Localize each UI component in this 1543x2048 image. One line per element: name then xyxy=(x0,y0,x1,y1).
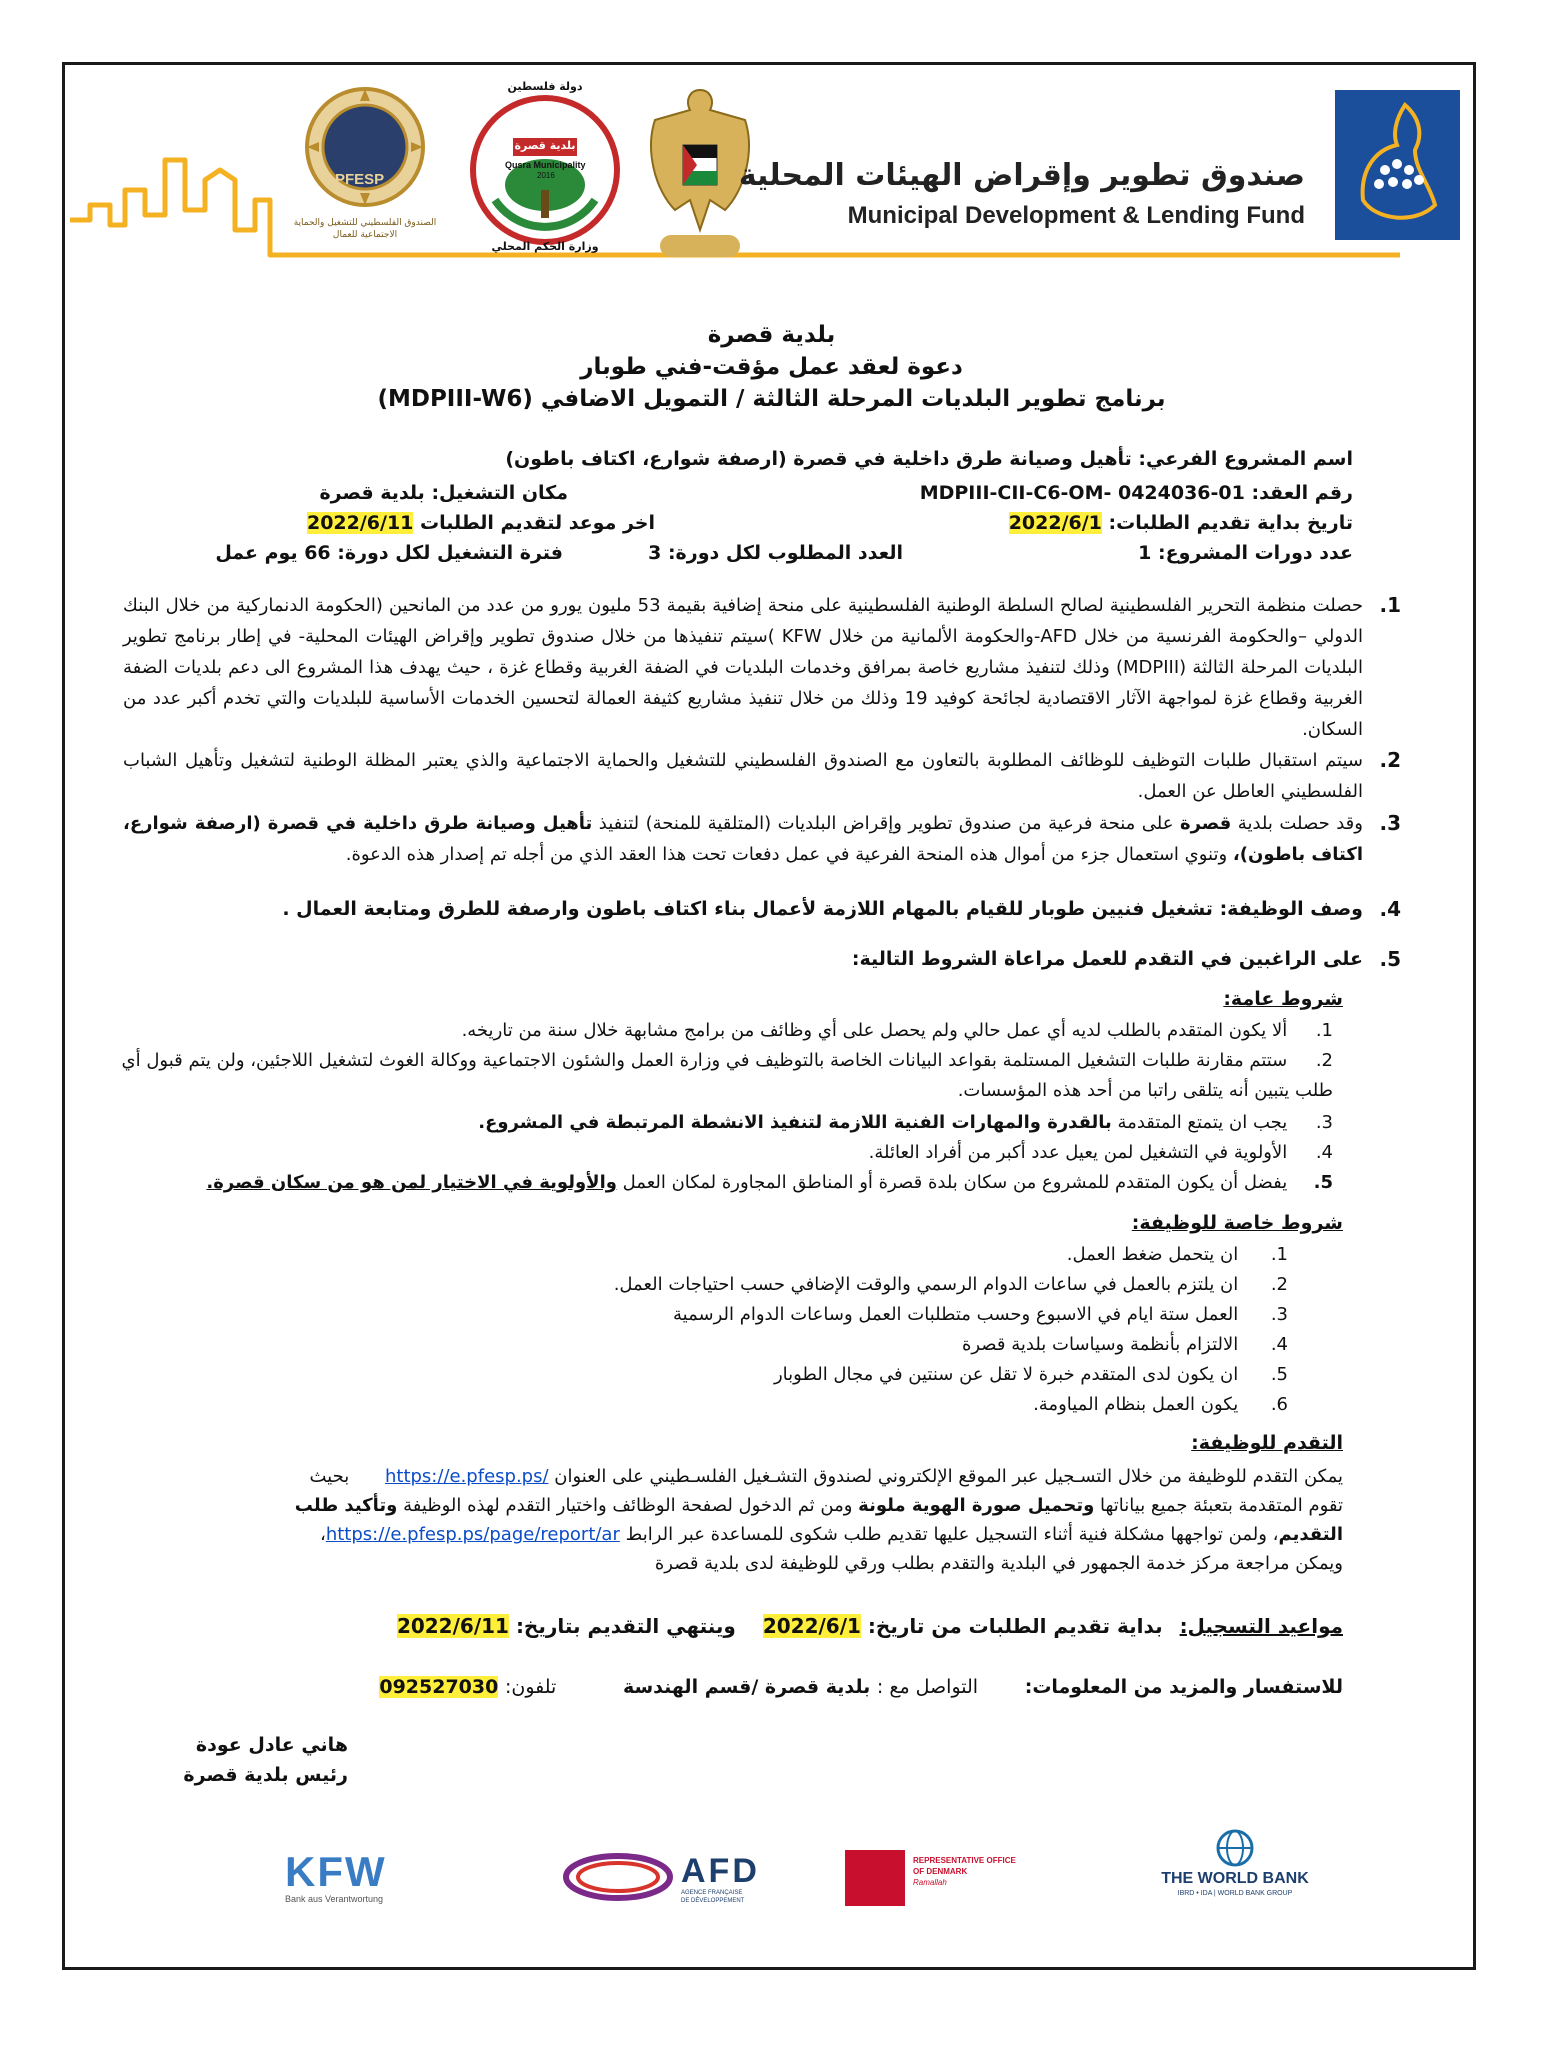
title-municipality: بلدية قصرة xyxy=(707,322,836,348)
apply-text xyxy=(113,1462,1343,1578)
job-desc-label: وصف الوظيفة: xyxy=(1219,898,1363,920)
item-text: ألا يكون المتقدم بالطلب لديه أي عمل حالي ولم يحصل على أي وظائف من برامج مشابهة خلال سنة من تاريخه. xyxy=(461,1020,1288,1041)
general-item-3 xyxy=(183,1108,1333,1138)
paragraph-text: سيتم استقبال طلبات التوظيف للوظائف المطلوبة بالتعاون مع الصندوق الفلسطيني للتشغيل والحماية الاجتماعية والذي يعتبر المظلة الوطنية لتشغيل وتأهيل الشباب الفلسطيني العاطل عن العمل. xyxy=(123,750,1363,802)
title-call: دعوة لعقد عمل مؤقت-فني طوبار xyxy=(580,354,963,380)
afd-subtext-1: AGENCE FRANÇAISE xyxy=(681,1890,743,1896)
apply-line-2 xyxy=(113,1491,1343,1520)
special-item-2 xyxy=(614,1270,1288,1300)
dates-from-text: بداية تقديم الطلبات من تاريخ: xyxy=(867,1614,1163,1638)
general-conditions-title: شروط عامة: xyxy=(1223,988,1343,1010)
contract-value: MDPIII-CII-C6-OM- 0424036-01 xyxy=(919,482,1245,504)
paragraph-1 xyxy=(123,590,1401,745)
denmark-line-2: OF DENMARK xyxy=(913,1867,968,1876)
pfesp-report-link[interactable]: https://e.pfesp.ps/page/report/ar xyxy=(325,1524,620,1545)
qusra-logo-year: 2016 xyxy=(537,171,555,180)
job-desc-text: تشغيل فنيين طوبار للقيام بالمهام اللازمة لأعمال بناء اكتاف باطون وارصفة للطرق ومتابعة العمال . xyxy=(282,898,1213,920)
paragraph-text: على الراغبين في التقدم للعمل مراعاة الشروط التالية: xyxy=(851,948,1363,970)
mdlf-name-ar: صندوق تطوير وإقراض الهيئات المحلية xyxy=(738,158,1305,193)
afd-subtext-2: DE DÉVELOPPEMENT xyxy=(681,1898,745,1904)
apply-line-2d: وتأكيد طلب xyxy=(294,1495,398,1516)
dates-from-value: 2022/6/1 xyxy=(762,1614,861,1638)
apply-line-2c: ومن ثم الدخول لصفحة الوظائف واختيار التقدم لهذه الوظيفة xyxy=(397,1495,859,1516)
qusra-logo-bottom: وزارة الحكم المحلي xyxy=(491,240,599,253)
denmark-office-logo xyxy=(845,1850,1045,1910)
project-value: تأهيل وصيانة طرق داخلية في قصرة (ارصفة شوارع، اكتاف باطون) xyxy=(505,448,1132,470)
deadline-label: اخر موعد لتقديم الطلبات xyxy=(420,512,655,534)
item-text: يكون العمل بنظام المياومة. xyxy=(1033,1394,1239,1415)
item-number: 2. xyxy=(1270,1274,1288,1295)
apply-line-1 xyxy=(113,1462,1343,1491)
item-number: 3. xyxy=(1315,1112,1333,1133)
apply-title: التقدم للوظيفة: xyxy=(1191,1432,1343,1454)
item-text-b: بالقدرة والمهارات الفنية اللازمة لتنفيذ الانشطة المرتبطة في المشروع. xyxy=(478,1112,1112,1133)
apply-line-4: ويمكن مراجعة مركز خدمة الجمهور في البلدية والتقدم بطلب ورقي للوظيفة لدى بلدية قصرة xyxy=(654,1553,1343,1574)
special-item-5 xyxy=(774,1360,1288,1390)
qusra-logo-top: بلدية قصرة xyxy=(514,139,576,152)
deadline xyxy=(307,512,655,534)
pfesp-name: الصندوق الفلسطيني للتشغيل والحماية الاجتماعية للعمال xyxy=(293,218,437,240)
contract-number xyxy=(920,482,1353,504)
period-value: 66 يوم عمل xyxy=(215,542,331,564)
paragraph-text-c: على منحة فرعية من صندوق تطوير وإقراض البلديات (المتلقية للمنحة) لتنفيذ xyxy=(592,813,1180,834)
item-text-a: يجب ان يتمتع المتقدمة xyxy=(1111,1112,1288,1133)
apply-line-3 xyxy=(113,1520,1343,1549)
apply-line-1b: بحيث xyxy=(309,1466,350,1487)
world-bank-text: THE WORLD BANK xyxy=(1161,1870,1309,1887)
item-text: ان يكون لدى المتقدم خبرة لا تقل عن سنتين في مجال الطوبار xyxy=(773,1364,1239,1385)
contact-phone-label: تلفون: xyxy=(504,1676,557,1698)
dates-label: مواعيد التسجيل: xyxy=(1179,1614,1343,1638)
denmark-line-3: Ramallah xyxy=(913,1878,947,1887)
dates-to-text: وينتهي التقديم بتاريخ: xyxy=(515,1614,736,1638)
pfesp-logo xyxy=(290,85,440,260)
item-number: 1. xyxy=(1270,1244,1288,1265)
item-number: 2. xyxy=(1315,1050,1333,1071)
paragraph-5 xyxy=(123,944,1401,975)
required-per-cycle xyxy=(648,542,903,564)
contract-label: رقم العقد: xyxy=(1251,482,1353,504)
contact-with-text: التواصل مع : xyxy=(876,1676,979,1698)
paragraph-number: 4. xyxy=(1379,897,1401,921)
paragraph-number: 5. xyxy=(1379,947,1401,971)
required-value: 3 xyxy=(648,542,662,564)
general-item-4 xyxy=(183,1138,1333,1168)
paragraph-number: 3. xyxy=(1379,811,1401,835)
title-program: برنامج تطوير البلديات المرحلة الثالثة / التمويل الاضافي (MDPIII-W6) xyxy=(377,386,1166,412)
paragraph-number: 1. xyxy=(1379,593,1401,617)
world-bank-logo xyxy=(1135,1828,1335,1908)
cycles-label: عدد دورات المشروع: xyxy=(1158,542,1353,564)
item-text: ان يلتزم بالعمل في ساعات الدوام الرسمي والوقت الإضافي حسب احتياجات العمل. xyxy=(613,1274,1239,1295)
project-name xyxy=(505,448,1353,470)
item-number: 4. xyxy=(1270,1334,1288,1355)
paragraph-2 xyxy=(123,745,1401,807)
item-number: 3. xyxy=(1270,1304,1288,1325)
item-text-b: والأولوية في الاختيار لمن هو من سكان قصرة. xyxy=(206,1172,617,1193)
paragraph-4 xyxy=(123,894,1401,925)
special-item-1 xyxy=(1067,1240,1288,1270)
item-text: ستتم مقارنة طلبات التشغيل المستلمة بقواعد البيانات الخاصة بالتوظيف في وزارة العمل والشئون الاجتماعية ووكالة الغوث لتشغيل اللاجئين، ولن يتم قبول أي طلب يتبين أنه يتلقى راتبا من أحد هذه المؤسسات. xyxy=(121,1050,1333,1101)
special-item-6 xyxy=(1033,1390,1288,1420)
apply-line-3a: التقديم xyxy=(1278,1524,1343,1545)
afd-logo xyxy=(563,1852,813,1912)
general-item-1 xyxy=(183,1016,1333,1046)
kfw-logo xyxy=(285,1850,455,1910)
qusra-state-text: دولة فلسطين xyxy=(507,80,583,93)
apply-line-3c: ، xyxy=(320,1524,326,1545)
special-conditions-title: شروط خاصة للوظيفة: xyxy=(1131,1212,1343,1234)
item-text: الالتزام بأنظمة وسياسات بلدية قصرة xyxy=(961,1334,1239,1355)
general-item-5 xyxy=(183,1168,1333,1198)
kfw-subtext: Bank aus Verantwortung xyxy=(285,1894,384,1904)
dates-to-value: 2022/6/11 xyxy=(396,1614,509,1638)
paragraph-text-a: وقد حصلت بلدية xyxy=(1231,813,1363,834)
world-bank-subtext: IBRD • IDA | WORLD BANK GROUP xyxy=(1177,1890,1293,1897)
item-number: 1. xyxy=(1315,1020,1333,1041)
contact-label: للاستفسار والمزيد من المعلومات: xyxy=(1024,1676,1343,1698)
special-item-3 xyxy=(673,1300,1288,1330)
registration-dates xyxy=(397,1614,1343,1638)
afd-text: AFD xyxy=(681,1852,760,1890)
cycles-value: 1 xyxy=(1138,542,1152,564)
mdlf-logo-icon xyxy=(1335,90,1460,240)
signature-name: هاني عادل عودة xyxy=(195,1734,348,1756)
contact-phone-value: 092527030 xyxy=(379,1676,499,1698)
deadline-value: 2022/6/11 xyxy=(306,512,414,534)
paragraph-text-d: تأهيل وصيانة طرق داخلية في قصرة (ارصفة شوارع، اكتاف باطون)، xyxy=(123,813,1363,865)
item-text: العمل ستة ايام في الاسبوع وحسب متطلبات العمل وساعات الدوام الرسمية xyxy=(673,1304,1239,1325)
location-value: بلدية قصرة xyxy=(319,482,425,504)
paragraph-text-e: وتنوي استعمال جزء من أموال هذه المنحة الفرعية في عمل دفعات تحت هذا العقد الذي من أجله تم إصدار هذه الدعوة. xyxy=(345,844,1233,865)
qusra-municipality-logo xyxy=(465,80,625,270)
apply-line-2b: وتحميل صورة الهوية ملونة xyxy=(858,1495,1095,1516)
special-item-4 xyxy=(962,1330,1288,1360)
work-location xyxy=(319,482,568,504)
project-label: اسم المشروع الفرعي: xyxy=(1138,448,1353,470)
kfw-text: KFW xyxy=(285,1848,387,1895)
paragraph-3 xyxy=(123,808,1401,870)
item-number: 5. xyxy=(1270,1364,1288,1385)
required-label: العدد المطلوب لكل دورة: xyxy=(667,542,903,564)
item-text: ان يتحمل ضغط العمل. xyxy=(1066,1244,1239,1265)
item-text-a: يفضل أن يكون المتقدم للمشروع من سكان بلدة قصرة أو المناطق المجاورة لمكان العمل xyxy=(616,1172,1288,1193)
start-date xyxy=(1009,512,1353,534)
contact-info xyxy=(379,1676,1343,1698)
apply-line-1a: يمكن التقدم للوظيفة من خلال التسـجيل عبر الموقع الإلكتروني لصندوق التشـغيل الفلسـطيني على العنوان xyxy=(554,1466,1343,1487)
item-number: 5. xyxy=(1313,1172,1333,1193)
paragraph-text: حصلت منظمة التحرير الفلسطينية لصالح السلطة الوطنية الفلسطينية على منحة إضافية بقيمة 53 مليون يورو من عدد من المانحين (الحكومة الدنماركية من خلال البنك الدولي –والحكومة الفرنسية من خلال AFD-والحكومة الألمانية من خلال KFW )سيتم تنفيذها من خلال صندوق تطوير وإقراض الهيئات المحلية- في إطار برنامج تطوير البلديات المرحلة الثالثة (MDPIII) وذلك لتنفيذ مشاريع خاصة بمرافق وخدمات البلديات في الضفة الغربية وقطاع غزة ، حيث يهدف هذا المشروع الى دعم بلديات الضفة الغربية وقطاع غزة لمواجهة الآثار الاقتصادية لجائحة كوفيد 19 وذلك من خلال تنفيذ مشاريع كثيفة العمالة لتحسين الخدمات الأساسية للبلديات والتي تخدم أكبر عدد من السكان. xyxy=(123,595,1364,740)
denmark-crest-icon xyxy=(845,1850,905,1906)
pfesp-website-link[interactable]: https://e.pfesp.ps/ xyxy=(384,1466,549,1487)
header-logos xyxy=(70,80,1470,280)
location-label: مكان التشغيل: xyxy=(431,482,568,504)
item-number: 4. xyxy=(1315,1142,1333,1163)
emblem-caption xyxy=(660,235,740,257)
contact-with-value: بلدية قصرة /قسم الهندسة xyxy=(622,1676,871,1698)
item-text: الأولوية في التشغيل لمن يعيل عدد أكبر من أفراد العائلة. xyxy=(868,1142,1288,1163)
qusra-logo-en: Qusra Municipality xyxy=(505,160,586,170)
start-label: تاريخ بداية تقديم الطلبات: xyxy=(1108,512,1353,534)
item-number: 6. xyxy=(1270,1394,1288,1415)
cycles xyxy=(1138,542,1353,564)
period-label: فترة التشغيل لكل دورة: xyxy=(337,542,563,564)
denmark-line-1: REPRESENTATIVE OFFICE xyxy=(913,1856,1016,1865)
period-per-cycle xyxy=(215,542,563,564)
pfesp-label: PFESP xyxy=(335,171,385,188)
apply-line-3b: ، ولمن تواجهها مشكلة فنية أثناء التسجيل عليها تقديم طلب شكوى للمساعدة عبر الرابط xyxy=(625,1524,1279,1545)
general-item-2 xyxy=(83,1046,1333,1106)
signature-title: رئيس بلدية قصرة xyxy=(183,1764,348,1786)
paragraph-number: 2. xyxy=(1379,748,1401,772)
mdlf-name-en: Municipal Development & Lending Fund xyxy=(847,202,1305,229)
apply-line-2a: تقوم المتقدمة بتعبئة جميع بياناتها xyxy=(1094,1495,1343,1516)
start-value: 2022/6/1 xyxy=(1008,512,1102,534)
paragraph-text-b: قصرة xyxy=(1179,813,1232,834)
